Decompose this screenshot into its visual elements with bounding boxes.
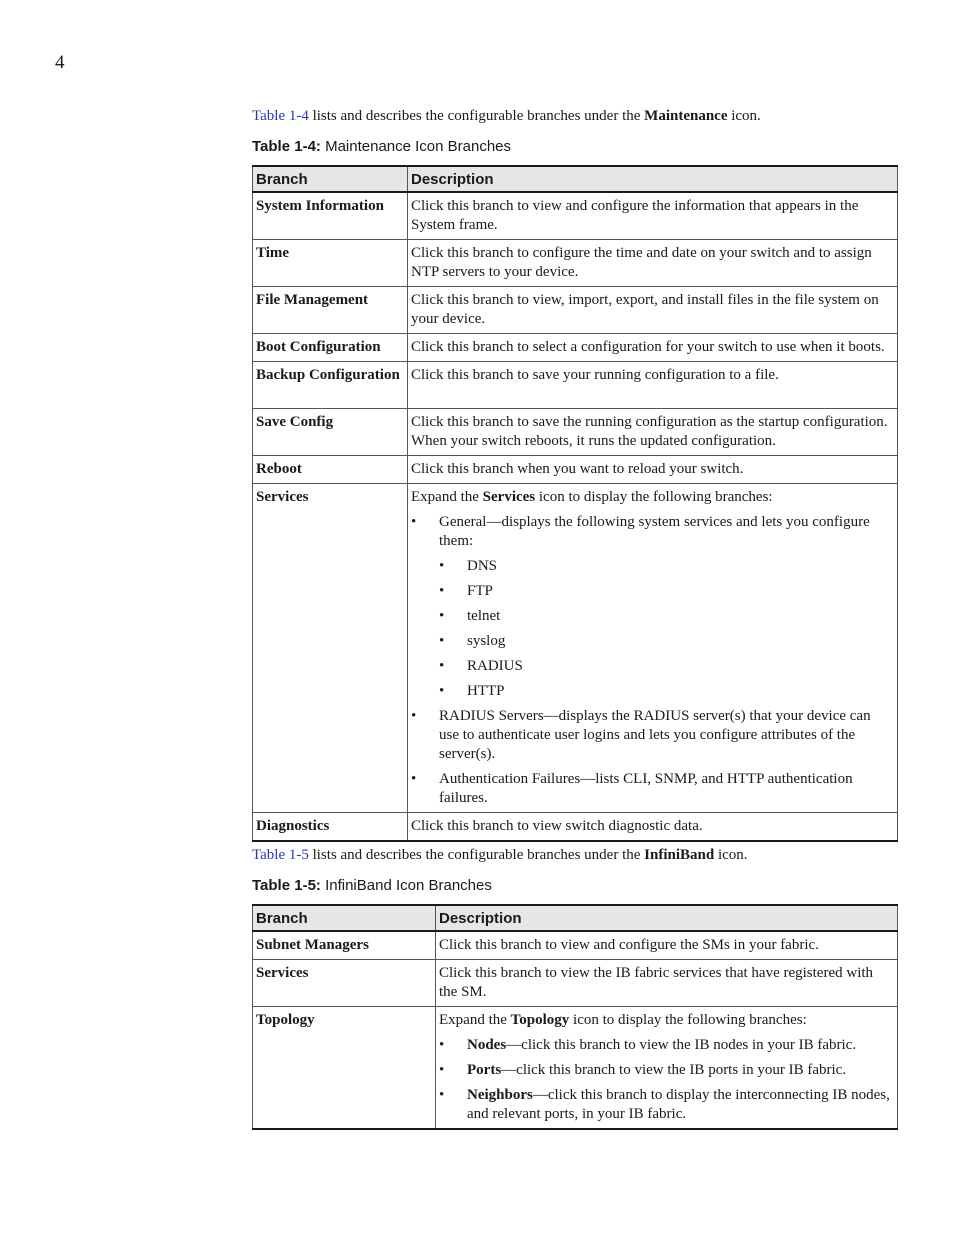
table-row: Backup Configuration Click this branch to save your running configuration to a file. (253, 362, 898, 409)
section-infiniband (252, 846, 898, 1130)
table-row: Services Click this branch to view the IB fabric services that have registered with the SM. (253, 960, 898, 1007)
list-item: • telnet (439, 607, 894, 626)
header-branch: Branch (253, 166, 408, 192)
table-row: Boot Configuration Click this branch to select a configuration for your switch to use when it boots. (253, 334, 898, 362)
header-description: Description (408, 166, 898, 192)
list-item: • Ports—click this branch to view the IB ports in your IB fabric. (439, 1061, 894, 1080)
list-item: • Neighbors—click this branch to display the interconnecting IB nodes, and relevant ports, in your IB fabric. (439, 1086, 894, 1124)
header-branch: Branch (253, 905, 436, 931)
link-table-1-4[interactable]: Table 1-4 (252, 108, 309, 124)
list-item: • DNS (439, 557, 894, 576)
intro-paragraph-infiniband: Table 1-5 lists and describes the configurable branches under the InfiniBand icon. (252, 847, 748, 863)
list-item: • RADIUS Servers—displays the RADIUS server(s) that your device can use to authenticate user logins and lets you configure attributes of the server(s). (411, 707, 894, 764)
page-number: 4 (55, 52, 65, 73)
topology-list (439, 1036, 894, 1124)
list-item: • FTP (439, 582, 894, 601)
table-row: File Management Click this branch to view, import, export, and install files in the file system on your device. (253, 287, 898, 334)
table-row-services: Services Expand the Services icon to display the following branches: • General—displays the following system services and lets you configure them: • DNS • FTP • telnet • syslog • RADIUS • HTTP • RADIUS Servers—displays the RADIUS server(s) that your device can use to authenticate user logins and lets you configure attributes of the server(s). • Authentication Failures—lists CLI, SNMP, and HTTP authentication failures. (253, 484, 898, 813)
table-row: Reboot Click this branch when you want to reload your switch. (253, 456, 898, 484)
header-description: Description (436, 905, 898, 931)
list-item: • HTTP (439, 682, 894, 701)
table-row: Subnet Managers Click this branch to view and configure the SMs in your fabric. (253, 931, 898, 960)
table-row: Diagnostics Click this branch to view switch diagnostic data. (253, 813, 898, 842)
table-header-row (253, 905, 898, 931)
list-item: • General—displays the following system services and lets you configure them: • DNS • FTP • telnet • syslog • RADIUS • HTTP (411, 513, 894, 701)
table-row: System Information Click this branch to view and configure the information that appears in the System frame. (253, 192, 898, 240)
table-row: Save Config Click this branch to save the running configuration as the startup configuration. When your switch reboots, it runs the updated configuration. (253, 409, 898, 456)
list-item: • Authentication Failures—lists CLI, SNMP, and HTTP authentication failures. (411, 770, 894, 808)
general-services-list (439, 557, 894, 701)
table-header-row (253, 166, 898, 192)
services-list (411, 513, 894, 808)
list-item: • RADIUS (439, 657, 894, 676)
table-caption-1-5: Table 1-5: InfiniBand Icon Branches (252, 877, 492, 894)
section-maintenance (252, 107, 898, 842)
table-row-topology: Topology Expand the Topology icon to display the following branches: • Nodes—click this branch to view the IB nodes in your IB fabric. • Ports—click this branch to view the IB ports in your IB fabric. • Neighbors—click this branch to display the interconnecting IB nodes, and relevant ports, in your IB fabric. (253, 1007, 898, 1130)
list-item: • Nodes—click this branch to view the IB nodes in your IB fabric. (439, 1036, 894, 1055)
intro-paragraph-maintenance: Table 1-4 lists and describes the configurable branches under the Maintenance icon. (252, 108, 761, 124)
table-row: Time Click this branch to configure the time and date on your switch and to assign NTP servers to your device. (253, 240, 898, 287)
infiniband-table (252, 904, 898, 1130)
list-item: • syslog (439, 632, 894, 651)
link-table-1-5[interactable]: Table 1-5 (252, 847, 309, 863)
table-caption-1-4: Table 1-4: Maintenance Icon Branches (252, 138, 512, 155)
maintenance-table (252, 165, 898, 842)
